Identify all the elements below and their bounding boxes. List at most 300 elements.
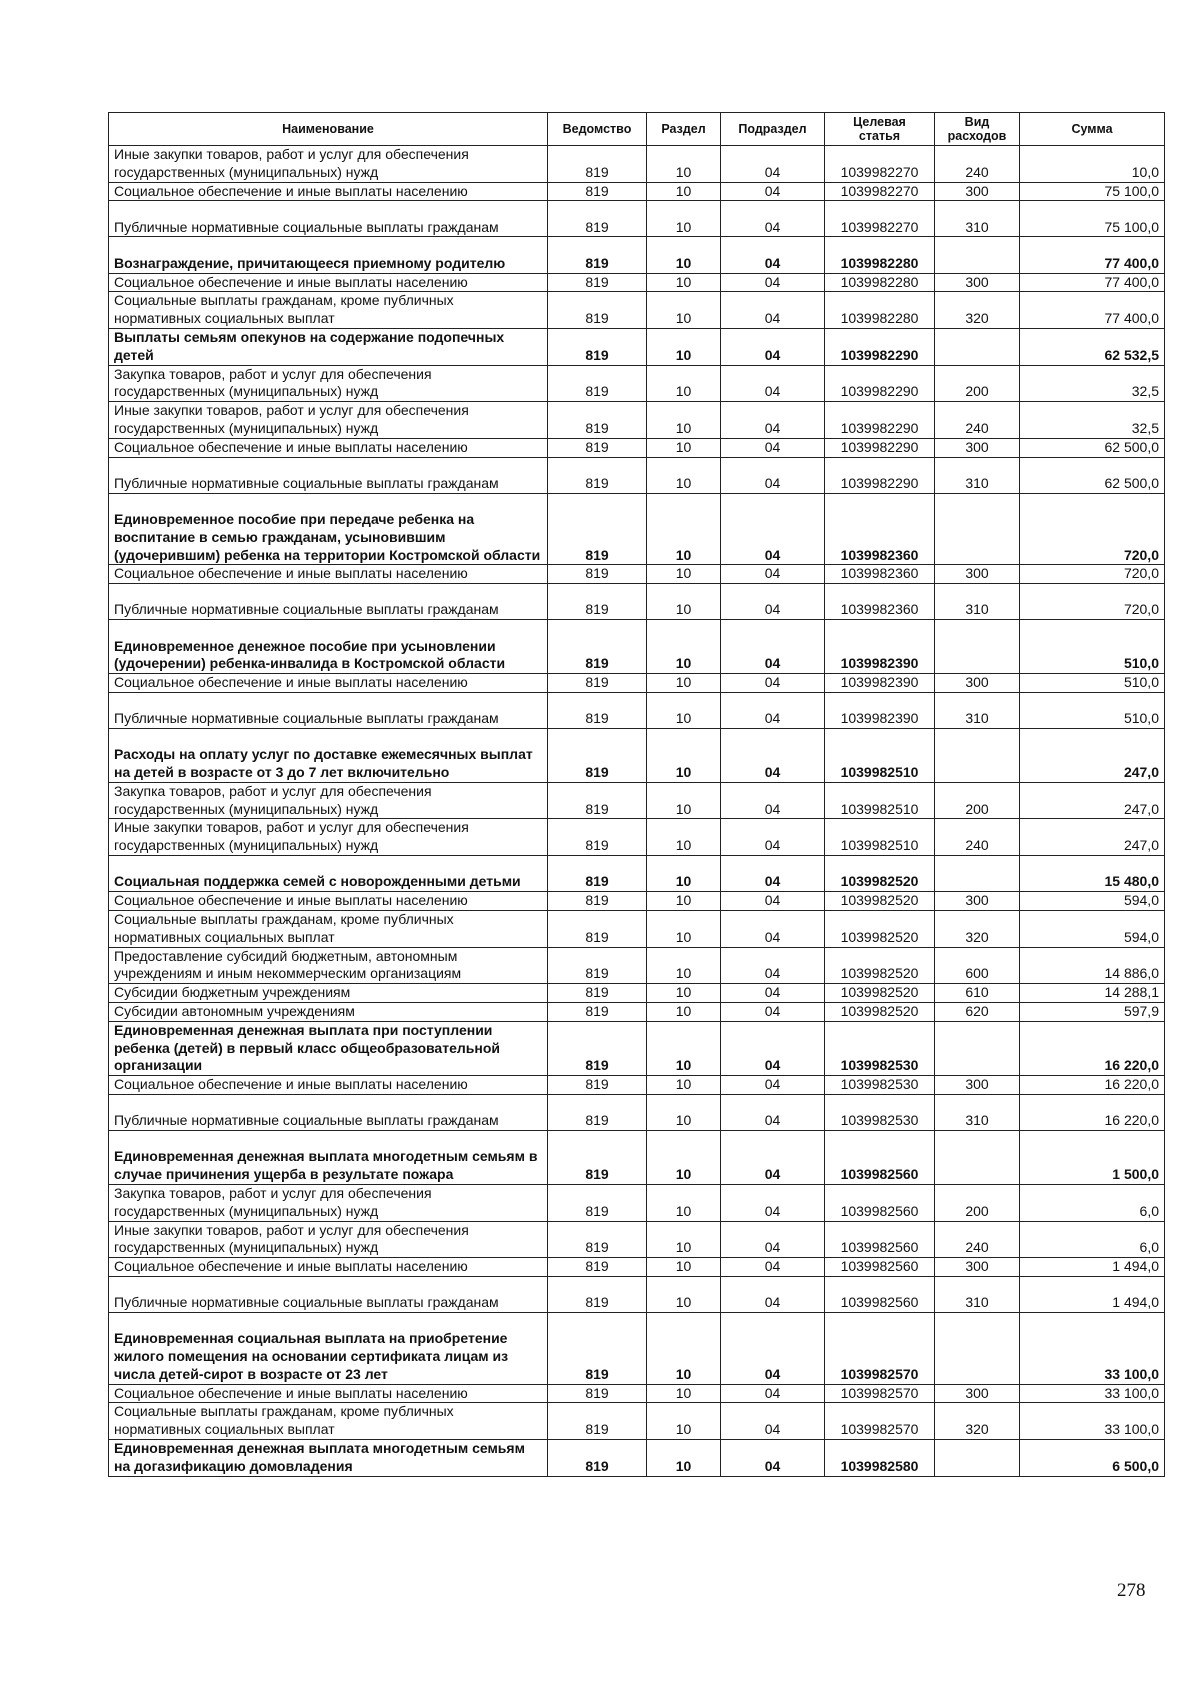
table-row bbox=[109, 328, 1165, 365]
table-row bbox=[109, 1313, 1165, 1385]
cell-section: 10 bbox=[647, 1021, 721, 1075]
cell-dept: 819 bbox=[548, 328, 647, 365]
cell-section: 10 bbox=[647, 620, 721, 674]
cell-subsection: 04 bbox=[721, 1258, 825, 1277]
cell-target-article: 1039982520 bbox=[825, 892, 935, 911]
cell-dept: 819 bbox=[548, 1021, 647, 1075]
cell-sum: 16 220,0 bbox=[1020, 1021, 1165, 1075]
cell-dept: 819 bbox=[548, 1403, 647, 1440]
cell-dept: 819 bbox=[548, 1002, 647, 1021]
cell-subsection: 04 bbox=[721, 292, 825, 329]
cell-section: 10 bbox=[647, 910, 721, 947]
cell-expense-type: 300 bbox=[935, 273, 1020, 292]
cell-expense-type bbox=[935, 1440, 1020, 1477]
cell-name: Иные закупки товаров, работ и услуг для обеспечения государственных (муниципальных) нужд bbox=[109, 146, 548, 183]
cell-section: 10 bbox=[647, 729, 721, 783]
cell-section: 10 bbox=[647, 892, 721, 911]
cell-expense-type: 200 bbox=[935, 365, 1020, 402]
table-row bbox=[109, 674, 1165, 693]
table-row bbox=[109, 819, 1165, 856]
cell-sum: 10,0 bbox=[1020, 146, 1165, 183]
cell-dept: 819 bbox=[548, 1384, 647, 1403]
cell-name: Социальные выплаты гражданам, кроме публичных нормативных социальных выплат bbox=[109, 910, 548, 947]
cell-expense-type: 240 bbox=[935, 819, 1020, 856]
cell-name: Публичные нормативные социальные выплаты гражданам bbox=[109, 584, 548, 620]
cell-subsection: 04 bbox=[721, 620, 825, 674]
table-row bbox=[109, 1094, 1165, 1130]
cell-expense-type bbox=[935, 1131, 1020, 1185]
cell-sum: 62 532,5 bbox=[1020, 328, 1165, 365]
cell-section: 10 bbox=[647, 1076, 721, 1095]
cell-name: Единовременное пособие при передаче ребенка на воспитание в семью гражданам, усыновившим (удочерившим) ребенка на территории Костромской области bbox=[109, 493, 548, 565]
table-row bbox=[109, 984, 1165, 1003]
cell-section: 10 bbox=[647, 565, 721, 584]
cell-name: Субсидии бюджетным учреждениям bbox=[109, 984, 548, 1003]
cell-dept: 819 bbox=[548, 237, 647, 273]
cell-subsection: 04 bbox=[721, 1440, 825, 1477]
cell-dept: 819 bbox=[548, 1276, 647, 1312]
budget-document bbox=[108, 112, 1164, 1477]
cell-sum: 1 494,0 bbox=[1020, 1276, 1165, 1312]
cell-target-article: 1039982280 bbox=[825, 273, 935, 292]
cell-section: 10 bbox=[647, 1403, 721, 1440]
cell-name: Единовременное денежное пособие при усыновлении (удочерении) ребенка-инвалида в Костромской области bbox=[109, 620, 548, 674]
cell-target-article: 1039982290 bbox=[825, 328, 935, 365]
cell-name: Предоставление субсидий бюджетным, автономным учреждениям и иным некоммерческим организациям bbox=[109, 947, 548, 984]
cell-sum: 720,0 bbox=[1020, 493, 1165, 565]
cell-name: Публичные нормативные социальные выплаты гражданам bbox=[109, 1276, 548, 1312]
cell-subsection: 04 bbox=[721, 237, 825, 273]
cell-sum: 75 100,0 bbox=[1020, 201, 1165, 237]
cell-dept: 819 bbox=[548, 856, 647, 892]
page-number: 278 bbox=[1117, 1580, 1146, 1601]
cell-dept: 819 bbox=[548, 146, 647, 183]
cell-dept: 819 bbox=[548, 273, 647, 292]
cell-subsection: 04 bbox=[721, 674, 825, 693]
cell-dept: 819 bbox=[548, 1313, 647, 1385]
cell-name: Публичные нормативные социальные выплаты гражданам bbox=[109, 201, 548, 237]
table-row bbox=[109, 292, 1165, 329]
cell-target-article: 1039982360 bbox=[825, 493, 935, 565]
header-section: Раздел bbox=[647, 113, 721, 146]
cell-name: Социальное обеспечение и иные выплаты населению bbox=[109, 438, 548, 457]
cell-sum: 510,0 bbox=[1020, 620, 1165, 674]
cell-expense-type: 310 bbox=[935, 1276, 1020, 1312]
cell-dept: 819 bbox=[548, 584, 647, 620]
cell-dept: 819 bbox=[548, 1131, 647, 1185]
cell-subsection: 04 bbox=[721, 910, 825, 947]
table-row bbox=[109, 947, 1165, 984]
cell-target-article: 1039982290 bbox=[825, 438, 935, 457]
cell-target-article: 1039982290 bbox=[825, 457, 935, 493]
table-row bbox=[109, 365, 1165, 402]
cell-name: Единовременная денежная выплата многодетным семьям в случае причинения ущерба в результате пожара bbox=[109, 1131, 548, 1185]
cell-sum: 594,0 bbox=[1020, 892, 1165, 911]
cell-name: Публичные нормативные социальные выплаты гражданам bbox=[109, 457, 548, 493]
cell-sum: 510,0 bbox=[1020, 692, 1165, 728]
cell-dept: 819 bbox=[548, 201, 647, 237]
cell-subsection: 04 bbox=[721, 782, 825, 819]
cell-section: 10 bbox=[647, 782, 721, 819]
cell-section: 10 bbox=[647, 584, 721, 620]
cell-target-article: 1039982390 bbox=[825, 692, 935, 728]
cell-expense-type bbox=[935, 729, 1020, 783]
cell-subsection: 04 bbox=[721, 146, 825, 183]
cell-sum: 1 494,0 bbox=[1020, 1258, 1165, 1277]
cell-section: 10 bbox=[647, 457, 721, 493]
cell-dept: 819 bbox=[548, 1258, 647, 1277]
cell-target-article: 1039982360 bbox=[825, 584, 935, 620]
cell-subsection: 04 bbox=[721, 438, 825, 457]
cell-sum: 6,0 bbox=[1020, 1221, 1165, 1258]
cell-sum: 14 886,0 bbox=[1020, 947, 1165, 984]
cell-name: Вознаграждение, причитающееся приемному родителю bbox=[109, 237, 548, 273]
cell-sum: 247,0 bbox=[1020, 729, 1165, 783]
cell-sum: 33 100,0 bbox=[1020, 1313, 1165, 1385]
cell-section: 10 bbox=[647, 201, 721, 237]
cell-target-article: 1039982510 bbox=[825, 819, 935, 856]
cell-target-article: 1039982390 bbox=[825, 674, 935, 693]
table-row bbox=[109, 565, 1165, 584]
cell-dept: 819 bbox=[548, 620, 647, 674]
cell-target-article: 1039982270 bbox=[825, 146, 935, 183]
cell-dept: 819 bbox=[548, 1440, 647, 1477]
cell-name: Расходы на оплату услуг по доставке ежемесячных выплат на детей в возрасте от 3 до 7 лет включительно bbox=[109, 729, 548, 783]
cell-section: 10 bbox=[647, 1313, 721, 1385]
cell-name: Единовременная денежная выплата многодетным семьям на догазификацию домовладения bbox=[109, 1440, 548, 1477]
table-row bbox=[109, 457, 1165, 493]
cell-expense-type: 300 bbox=[935, 674, 1020, 693]
cell-target-article: 1039982510 bbox=[825, 782, 935, 819]
table-row bbox=[109, 182, 1165, 201]
cell-section: 10 bbox=[647, 984, 721, 1003]
cell-section: 10 bbox=[647, 237, 721, 273]
cell-name: Иные закупки товаров, работ и услуг для обеспечения государственных (муниципальных) нужд bbox=[109, 819, 548, 856]
cell-expense-type: 310 bbox=[935, 584, 1020, 620]
cell-target-article: 1039982530 bbox=[825, 1094, 935, 1130]
table-header-row bbox=[109, 113, 1165, 146]
cell-target-article: 1039982560 bbox=[825, 1258, 935, 1277]
cell-target-article: 1039982290 bbox=[825, 402, 935, 439]
cell-dept: 819 bbox=[548, 292, 647, 329]
cell-name: Иные закупки товаров, работ и услуг для обеспечения государственных (муниципальных) нужд bbox=[109, 402, 548, 439]
cell-target-article: 1039982510 bbox=[825, 729, 935, 783]
cell-target-article: 1039982290 bbox=[825, 365, 935, 402]
cell-name: Субсидии автономным учреждениям bbox=[109, 1002, 548, 1021]
cell-dept: 819 bbox=[548, 819, 647, 856]
cell-sum: 6 500,0 bbox=[1020, 1440, 1165, 1477]
cell-dept: 819 bbox=[548, 457, 647, 493]
cell-sum: 62 500,0 bbox=[1020, 457, 1165, 493]
cell-expense-type bbox=[935, 620, 1020, 674]
cell-subsection: 04 bbox=[721, 1313, 825, 1385]
cell-sum: 1 500,0 bbox=[1020, 1131, 1165, 1185]
cell-sum: 594,0 bbox=[1020, 910, 1165, 947]
cell-dept: 819 bbox=[548, 674, 647, 693]
cell-expense-type bbox=[935, 493, 1020, 565]
cell-expense-type: 300 bbox=[935, 1076, 1020, 1095]
cell-dept: 819 bbox=[548, 892, 647, 911]
cell-dept: 819 bbox=[548, 493, 647, 565]
cell-subsection: 04 bbox=[721, 328, 825, 365]
cell-dept: 819 bbox=[548, 947, 647, 984]
cell-section: 10 bbox=[647, 1276, 721, 1312]
cell-dept: 819 bbox=[548, 1094, 647, 1130]
cell-sum: 32,5 bbox=[1020, 365, 1165, 402]
header-subsection: Подраздел bbox=[721, 113, 825, 146]
cell-expense-type: 310 bbox=[935, 1094, 1020, 1130]
cell-name: Публичные нормативные социальные выплаты гражданам bbox=[109, 1094, 548, 1130]
cell-section: 10 bbox=[647, 402, 721, 439]
cell-dept: 819 bbox=[548, 1221, 647, 1258]
cell-subsection: 04 bbox=[721, 856, 825, 892]
cell-dept: 819 bbox=[548, 782, 647, 819]
cell-subsection: 04 bbox=[721, 1221, 825, 1258]
cell-sum: 16 220,0 bbox=[1020, 1076, 1165, 1095]
cell-subsection: 04 bbox=[721, 1002, 825, 1021]
cell-name: Социальное обеспечение и иные выплаты населению bbox=[109, 1384, 548, 1403]
cell-sum: 33 100,0 bbox=[1020, 1403, 1165, 1440]
cell-sum: 720,0 bbox=[1020, 584, 1165, 620]
cell-subsection: 04 bbox=[721, 892, 825, 911]
cell-sum: 62 500,0 bbox=[1020, 438, 1165, 457]
cell-dept: 819 bbox=[548, 1184, 647, 1221]
budget-table bbox=[108, 112, 1165, 1477]
table-row bbox=[109, 1276, 1165, 1312]
cell-target-article: 1039982520 bbox=[825, 910, 935, 947]
cell-target-article: 1039982270 bbox=[825, 201, 935, 237]
cell-target-article: 1039982580 bbox=[825, 1440, 935, 1477]
table-row bbox=[109, 1403, 1165, 1440]
cell-section: 10 bbox=[647, 292, 721, 329]
table-row bbox=[109, 273, 1165, 292]
cell-expense-type: 310 bbox=[935, 692, 1020, 728]
cell-target-article: 1039982390 bbox=[825, 620, 935, 674]
cell-expense-type: 320 bbox=[935, 910, 1020, 947]
cell-expense-type: 200 bbox=[935, 782, 1020, 819]
cell-section: 10 bbox=[647, 365, 721, 402]
cell-expense-type: 610 bbox=[935, 984, 1020, 1003]
cell-subsection: 04 bbox=[721, 729, 825, 783]
cell-section: 10 bbox=[647, 947, 721, 984]
cell-subsection: 04 bbox=[721, 457, 825, 493]
cell-section: 10 bbox=[647, 674, 721, 693]
cell-subsection: 04 bbox=[721, 1131, 825, 1185]
cell-sum: 14 288,1 bbox=[1020, 984, 1165, 1003]
cell-name: Социальное обеспечение и иные выплаты населению bbox=[109, 1076, 548, 1095]
cell-expense-type: 240 bbox=[935, 146, 1020, 183]
cell-target-article: 1039982520 bbox=[825, 947, 935, 984]
cell-sum: 16 220,0 bbox=[1020, 1094, 1165, 1130]
cell-dept: 819 bbox=[548, 182, 647, 201]
cell-target-article: 1039982530 bbox=[825, 1076, 935, 1095]
cell-name: Социальное обеспечение и иные выплаты населению bbox=[109, 892, 548, 911]
cell-section: 10 bbox=[647, 146, 721, 183]
cell-target-article: 1039982280 bbox=[825, 292, 935, 329]
cell-dept: 819 bbox=[548, 910, 647, 947]
cell-section: 10 bbox=[647, 856, 721, 892]
cell-subsection: 04 bbox=[721, 365, 825, 402]
cell-section: 10 bbox=[647, 1221, 721, 1258]
cell-name: Социальное обеспечение и иные выплаты населению bbox=[109, 674, 548, 693]
cell-section: 10 bbox=[647, 182, 721, 201]
cell-target-article: 1039982530 bbox=[825, 1021, 935, 1075]
table-row bbox=[109, 692, 1165, 728]
table-row bbox=[109, 620, 1165, 674]
table-row bbox=[109, 1221, 1165, 1258]
table-body bbox=[109, 146, 1165, 1477]
cell-sum: 75 100,0 bbox=[1020, 182, 1165, 201]
table-row bbox=[109, 402, 1165, 439]
cell-subsection: 04 bbox=[721, 1384, 825, 1403]
header-expense-type: Вид расходов bbox=[935, 113, 1020, 146]
cell-expense-type: 200 bbox=[935, 1184, 1020, 1221]
cell-sum: 77 400,0 bbox=[1020, 237, 1165, 273]
cell-subsection: 04 bbox=[721, 273, 825, 292]
table-row bbox=[109, 1384, 1165, 1403]
table-row bbox=[109, 729, 1165, 783]
cell-subsection: 04 bbox=[721, 565, 825, 584]
cell-subsection: 04 bbox=[721, 692, 825, 728]
cell-subsection: 04 bbox=[721, 947, 825, 984]
cell-subsection: 04 bbox=[721, 1021, 825, 1075]
cell-expense-type: 300 bbox=[935, 1384, 1020, 1403]
cell-sum: 247,0 bbox=[1020, 782, 1165, 819]
cell-expense-type bbox=[935, 237, 1020, 273]
cell-subsection: 04 bbox=[721, 1076, 825, 1095]
cell-subsection: 04 bbox=[721, 201, 825, 237]
cell-target-article: 1039982520 bbox=[825, 984, 935, 1003]
cell-subsection: 04 bbox=[721, 1403, 825, 1440]
cell-sum: 597,9 bbox=[1020, 1002, 1165, 1021]
table-row bbox=[109, 892, 1165, 911]
cell-target-article: 1039982570 bbox=[825, 1384, 935, 1403]
cell-name: Закупка товаров, работ и услуг для обеспечения государственных (муниципальных) нужд bbox=[109, 782, 548, 819]
cell-section: 10 bbox=[647, 273, 721, 292]
cell-name: Социальная поддержка семей с новорожденными детьми bbox=[109, 856, 548, 892]
cell-expense-type: 600 bbox=[935, 947, 1020, 984]
cell-expense-type: 320 bbox=[935, 292, 1020, 329]
cell-expense-type bbox=[935, 1313, 1020, 1385]
cell-target-article: 1039982560 bbox=[825, 1131, 935, 1185]
cell-section: 10 bbox=[647, 328, 721, 365]
cell-name: Публичные нормативные социальные выплаты гражданам bbox=[109, 692, 548, 728]
table-row bbox=[109, 201, 1165, 237]
cell-subsection: 04 bbox=[721, 584, 825, 620]
cell-section: 10 bbox=[647, 493, 721, 565]
cell-sum: 33 100,0 bbox=[1020, 1384, 1165, 1403]
cell-subsection: 04 bbox=[721, 1276, 825, 1312]
cell-expense-type: 310 bbox=[935, 201, 1020, 237]
cell-sum: 720,0 bbox=[1020, 565, 1165, 584]
cell-dept: 819 bbox=[548, 729, 647, 783]
cell-dept: 819 bbox=[548, 1076, 647, 1095]
table-row bbox=[109, 910, 1165, 947]
cell-expense-type: 310 bbox=[935, 457, 1020, 493]
cell-target-article: 1039982560 bbox=[825, 1276, 935, 1312]
cell-sum: 32,5 bbox=[1020, 402, 1165, 439]
cell-name: Единовременная социальная выплата на приобретение жилого помещения на основании сертификата лицам из числа детей-сирот в возрасте от 23 лет bbox=[109, 1313, 548, 1385]
table-row bbox=[109, 1440, 1165, 1477]
cell-subsection: 04 bbox=[721, 1184, 825, 1221]
cell-expense-type: 300 bbox=[935, 565, 1020, 584]
cell-expense-type: 620 bbox=[935, 1002, 1020, 1021]
cell-sum: 77 400,0 bbox=[1020, 273, 1165, 292]
cell-name: Иные закупки товаров, работ и услуг для обеспечения государственных (муниципальных) нужд bbox=[109, 1221, 548, 1258]
cell-dept: 819 bbox=[548, 565, 647, 584]
cell-expense-type: 300 bbox=[935, 892, 1020, 911]
table-row bbox=[109, 1002, 1165, 1021]
cell-subsection: 04 bbox=[721, 819, 825, 856]
header-target-article: Целевая статья bbox=[825, 113, 935, 146]
cell-name: Социальное обеспечение и иные выплаты населению bbox=[109, 565, 548, 584]
cell-subsection: 04 bbox=[721, 493, 825, 565]
header-name: Наименование bbox=[109, 113, 548, 146]
cell-dept: 819 bbox=[548, 984, 647, 1003]
cell-name: Закупка товаров, работ и услуг для обеспечения государственных (муниципальных) нужд bbox=[109, 1184, 548, 1221]
cell-name: Единовременная денежная выплата при поступлении ребенка (детей) в первый класс общеобразовательной организации bbox=[109, 1021, 548, 1075]
cell-name: Социальное обеспечение и иные выплаты населению bbox=[109, 1258, 548, 1277]
cell-section: 10 bbox=[647, 692, 721, 728]
cell-dept: 819 bbox=[548, 402, 647, 439]
cell-dept: 819 bbox=[548, 438, 647, 457]
cell-target-article: 1039982520 bbox=[825, 856, 935, 892]
cell-name: Выплаты семьям опекунов на содержание подопечных детей bbox=[109, 328, 548, 365]
cell-expense-type: 240 bbox=[935, 1221, 1020, 1258]
table-row bbox=[109, 493, 1165, 565]
table-row bbox=[109, 438, 1165, 457]
cell-section: 10 bbox=[647, 1131, 721, 1185]
cell-name: Социальные выплаты гражданам, кроме публичных нормативных социальных выплат bbox=[109, 292, 548, 329]
cell-section: 10 bbox=[647, 1094, 721, 1130]
cell-sum: 247,0 bbox=[1020, 819, 1165, 856]
table-row bbox=[109, 1021, 1165, 1075]
table-row bbox=[109, 237, 1165, 273]
cell-target-article: 1039982520 bbox=[825, 1002, 935, 1021]
cell-target-article: 1039982570 bbox=[825, 1403, 935, 1440]
cell-expense-type bbox=[935, 1021, 1020, 1075]
cell-section: 10 bbox=[647, 1002, 721, 1021]
header-dept: Ведомство bbox=[548, 113, 647, 146]
table-row bbox=[109, 782, 1165, 819]
cell-expense-type: 320 bbox=[935, 1403, 1020, 1440]
cell-sum: 15 480,0 bbox=[1020, 856, 1165, 892]
table-row bbox=[109, 1258, 1165, 1277]
cell-section: 10 bbox=[647, 438, 721, 457]
table-row bbox=[109, 1131, 1165, 1185]
cell-dept: 819 bbox=[548, 692, 647, 728]
cell-target-article: 1039982570 bbox=[825, 1313, 935, 1385]
cell-sum: 77 400,0 bbox=[1020, 292, 1165, 329]
cell-subsection: 04 bbox=[721, 182, 825, 201]
cell-sum: 6,0 bbox=[1020, 1184, 1165, 1221]
cell-expense-type: 300 bbox=[935, 1258, 1020, 1277]
table-row bbox=[109, 1076, 1165, 1095]
cell-subsection: 04 bbox=[721, 1094, 825, 1130]
cell-subsection: 04 bbox=[721, 402, 825, 439]
cell-name: Закупка товаров, работ и услуг для обеспечения государственных (муниципальных) нужд bbox=[109, 365, 548, 402]
cell-sum: 510,0 bbox=[1020, 674, 1165, 693]
cell-target-article: 1039982560 bbox=[825, 1184, 935, 1221]
cell-expense-type: 300 bbox=[935, 182, 1020, 201]
table-row bbox=[109, 856, 1165, 892]
cell-section: 10 bbox=[647, 1384, 721, 1403]
cell-subsection: 04 bbox=[721, 984, 825, 1003]
cell-section: 10 bbox=[647, 1184, 721, 1221]
cell-expense-type: 300 bbox=[935, 438, 1020, 457]
cell-expense-type bbox=[935, 856, 1020, 892]
header-sum: Сумма bbox=[1020, 113, 1165, 146]
